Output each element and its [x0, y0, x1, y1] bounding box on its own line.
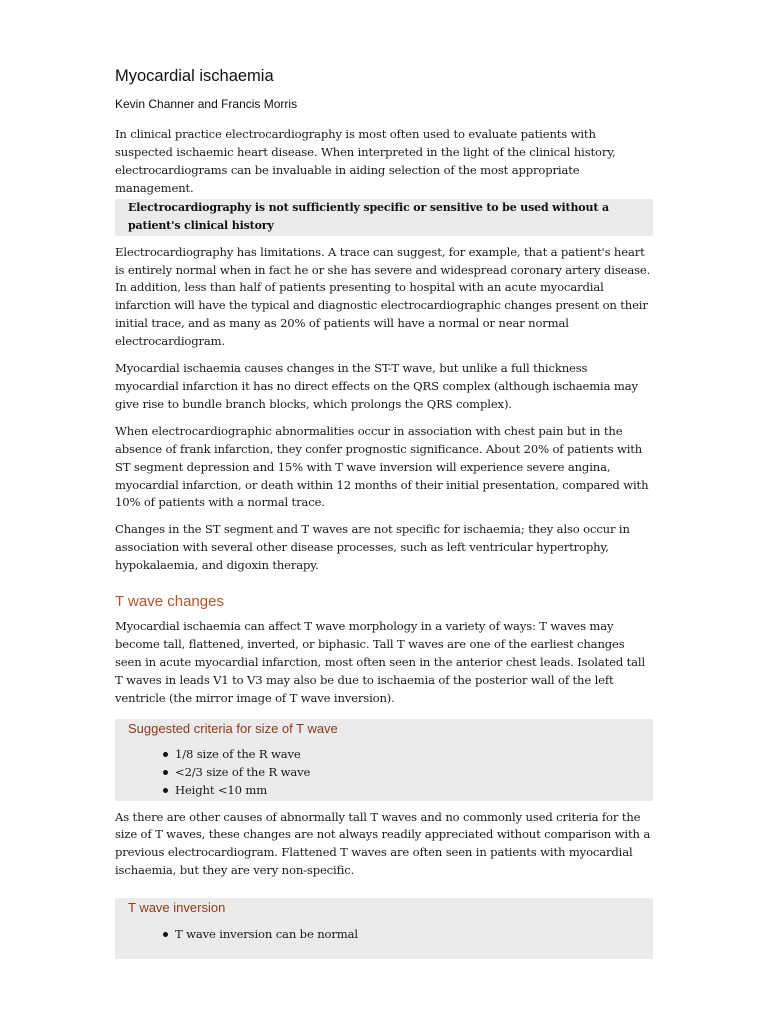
bullet-icon [163, 752, 168, 757]
criteria-box-heading: Suggested criteria for size of T wave [128, 720, 338, 736]
key-point-box [115, 199, 653, 236]
inversion-box [115, 898, 653, 959]
article-authors: Kevin Channer and Francis Morris [115, 97, 298, 111]
list-item: <2/3 size of the R wave [163, 763, 653, 781]
intro-paragraph: In clinical practice electrocardiography is most often used to evaluate patients with suspected ischaemic heart disease. When interpreted in the light of the clinical history, electrocardiograms can be invaluable in aiding selection of the most appropriate management. [115, 127, 616, 195]
list-item: 1/8 size of the R wave [163, 745, 653, 763]
bullet-icon [163, 932, 168, 937]
inversion-list [115, 925, 653, 943]
body-paragraph: When electrocardiographic abnormalities occur in association with chest pain but in the absence of frank infarction, they confer prognostic significance. About 20% of patients with ST segment depression and 15% with T wave inversion will experience severe angina, myocardial infarction, or death within 12 months of their initial presentation, compared with 10% of patients with a normal trace. [115, 423, 649, 510]
article-title: Myocardial ischaemia [115, 67, 274, 85]
list-item: Height <10 mm [163, 781, 653, 799]
criteria-box [115, 719, 653, 801]
list-item: T wave inversion can be normal [163, 925, 653, 943]
section-heading-t-wave-changes: T wave changes [115, 593, 224, 611]
bullet-icon [163, 770, 168, 775]
body-paragraph: Myocardial ischaemia can affect T wave morphology in a variety of ways: T waves may become tall, flattened, inverted, or biphasic. Tall T waves are one of the earliest changes seen in acute myocardial infarction, most often seen in the anterior chest leads. Isolated tall T waves in leads V1 to V3 may also be due to ischaemia of the posterior wall of the left ventricle (the mirror image of T wave inversion). [115, 619, 646, 705]
inversion-box-heading: T wave inversion [128, 900, 226, 916]
body-paragraph: Electrocardiography has limitations. A trace can suggest, for example, that a patient's heart is entirely normal when in fact he or she has severe and widespread coronary artery disease. In addition, less than half of patients presenting to hospital with an acute myocardial infarction will have the typical and diagnostic electrocardiographic changes present on their initial trace, and as many as 20% of patients will have a normal or near normal electrocardiogram. [115, 244, 651, 349]
body-paragraph: Myocardial ischaemia causes changes in the ST-T wave, but unlike a full thickness myocardial infarction it has no direct effects on the QRS complex (although ischaemia may give rise to bundle branch blocks, which prolongs the QRS complex). [115, 361, 638, 411]
criteria-list [115, 745, 653, 799]
bullet-icon [163, 788, 168, 793]
article [115, 64, 653, 959]
key-point-text: Electrocardiography is not sufficiently specific or sensitive to be used without a patient's clinical history [128, 200, 609, 232]
body-paragraph: Changes in the ST segment and T waves are not specific for ischaemia; they also occur in association with several other disease processes, such as left ventricular hypertrophy, hypokalaemia, and digoxin therapy. [115, 522, 630, 573]
body-paragraph: As there are other causes of abnormally tall T waves and no commonly used criteria for the size of T waves, these changes are not always readily appreciated without comparison with a previous electrocardiogram. Flattened T waves are often seen in patients with myocardial ischaemia, but they are very non-specific. [115, 809, 651, 878]
